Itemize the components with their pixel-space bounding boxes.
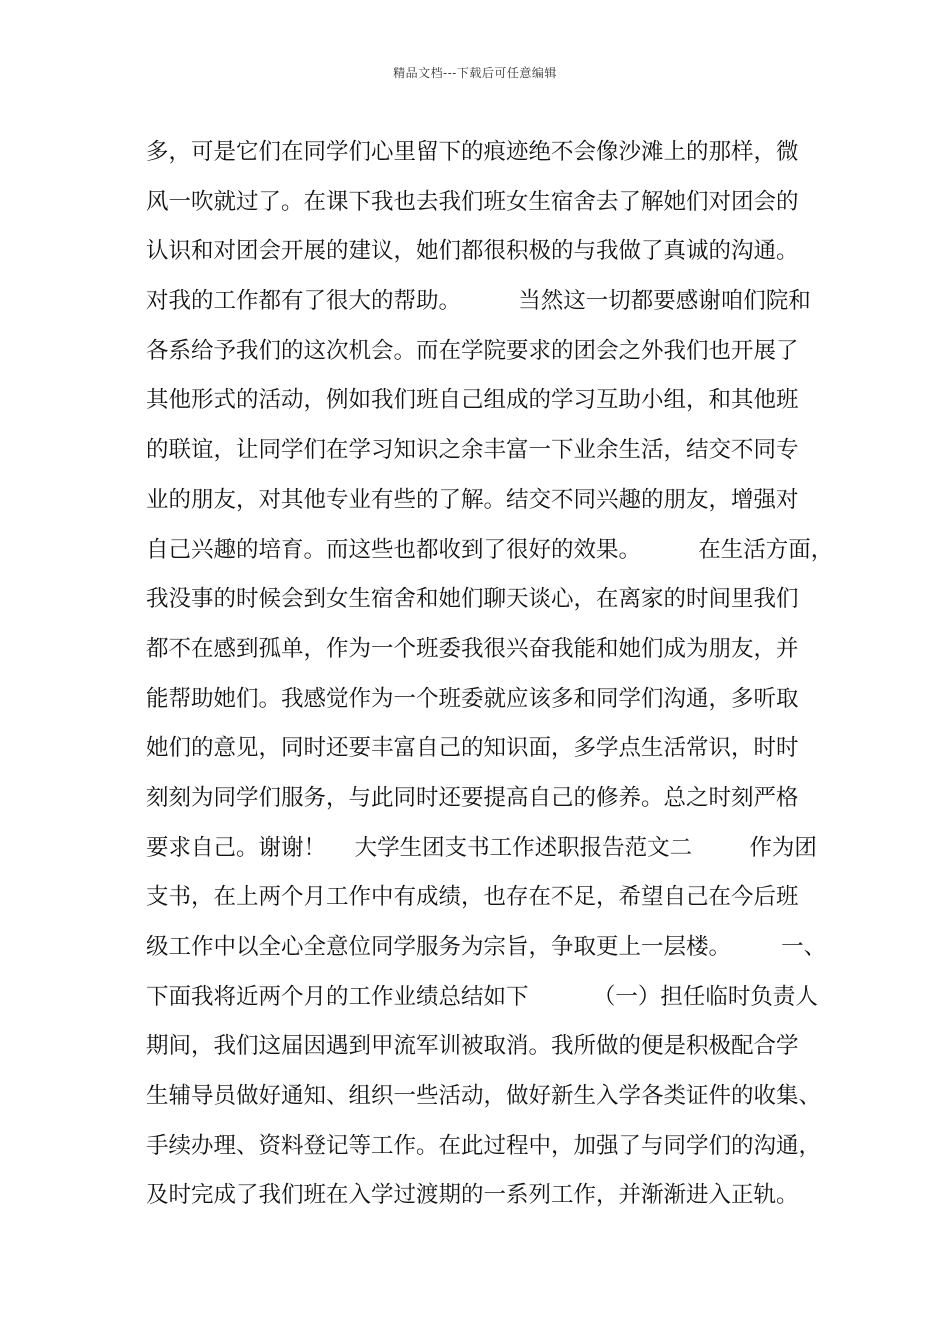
- text-line: 都不在感到孤单，作为一个班委我很兴奋我能和她们成为朋友，并: [146, 635, 799, 662]
- text-line: 对我的工作都有了很大的帮助。 当然这一切都要感谢咱们院和: [146, 288, 811, 315]
- text-line: 的联谊，让同学们在学习知识之余丰富一下业余生活，结交不同专: [146, 437, 799, 464]
- text-line: 生辅导员做好通知、组织一些活动，做好新生入学各类证件的收集、: [146, 1083, 822, 1110]
- document-body: [146, 128, 836, 1221]
- text-line: 各系给予我们的这次机会。而在学院要求的团会之外我们也开展了: [146, 337, 799, 364]
- text-line: 要求自己。谢谢！ 大学生团支书工作述职报告范文二 作为团: [146, 834, 817, 861]
- text-line: 下面我将近两个月的工作业绩总结如下 （一）担任临时负责人: [146, 983, 818, 1010]
- text-line: 多，可是它们在同学们心里留下的痕迹绝不会像沙滩上的那样，微: [146, 139, 799, 165]
- text-line: 其他形式的活动，例如我们班自己组成的学习互助小组，和其他班: [146, 387, 799, 414]
- text-line: 手续办理、资料登记等工作。在此过程中，加强了与同学们的沟通，: [146, 1132, 822, 1159]
- text-line: 能帮助她们。我感觉作为一个班委就应该多和同学们沟通，多听取: [146, 685, 799, 712]
- text-line: 她们的意见，同时还要丰富自己的知识面，多学点生活常识，时时: [146, 735, 799, 762]
- text-line: 业的朋友，对其他专业有些的了解。结交不同兴趣的朋友，增强对: [146, 486, 799, 513]
- text-line: 刻刻为同学们服务，与此同时还要提高自己的修养。总之时刻严格: [146, 784, 799, 811]
- text-line: 期间，我们这届因遇到甲流军训被取消。我所做的便是积极配合学: [146, 1033, 799, 1060]
- text-line: 级工作中以全心全意位同学服务为宗旨，争取更上一层楼。 一、: [146, 934, 827, 960]
- text-line: 自己兴趣的培育。而这些也都收到了很好的效果。 在生活方面，: [146, 536, 834, 563]
- page-header: 精品文档---下载后可任意编辑: [393, 66, 557, 80]
- text-line: 我没事的时候会到女生宿舍和她们聊天谈心，在离家的时间里我们: [146, 586, 799, 613]
- text-line: 风一吹就过了。在课下我也去我们班女生宿舍去了解她们对团会的: [146, 188, 799, 215]
- text-line: 认识和对团会开展的建议，她们都很积极的与我做了真诚的沟通。: [146, 238, 799, 265]
- text-line: 支书，在上两个月工作中有成绩，也存在不足，希望自己在今后班: [146, 884, 799, 911]
- text-line: 及时完成了我们班在入学过渡期的一系列工作，并渐渐进入正轨。: [146, 1182, 799, 1209]
